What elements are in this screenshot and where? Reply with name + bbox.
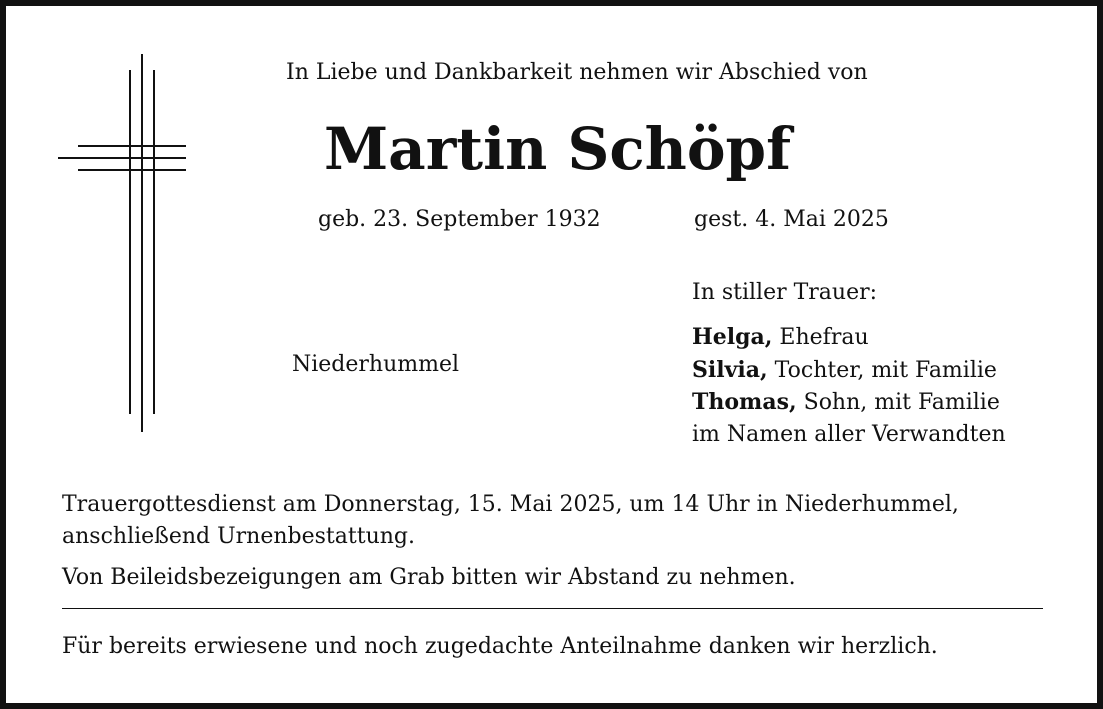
family-member-name: Helga, bbox=[692, 324, 773, 350]
death-date: gest. 4. Mai 2025 bbox=[694, 207, 889, 232]
family-member-relation: Sohn, mit Familie bbox=[796, 390, 1000, 415]
thanks-note: Für bereits erwiesene und noch zugedachte Anteilnahme danken wir herzlich. bbox=[62, 634, 938, 659]
mourning-heading: In stiller Trauer: bbox=[692, 280, 878, 305]
condolence-note: Von Beileidsbezeigungen am Grab bitten wir Abstand zu nehmen. bbox=[62, 565, 796, 590]
birth-date: geb. 23. September 1932 bbox=[318, 207, 601, 232]
intro-text: In Liebe und Dankbarkeit nehmen wir Abschied von bbox=[286, 60, 868, 85]
family-member-name: Thomas, bbox=[692, 389, 797, 415]
relatives-line: im Namen aller Verwandten bbox=[692, 422, 1006, 447]
deceased-name: Martin Schöpf bbox=[323, 115, 792, 183]
family-member bbox=[692, 323, 869, 352]
family-member-relation: Tochter, mit Familie bbox=[767, 358, 997, 383]
service-info: Trauergottesdienst am Donnerstag, 15. Mai 2025, um 14 Uhr in Niederhummel, anschließend Urnenbestattung. bbox=[62, 492, 959, 549]
family-member-relation: Ehefrau bbox=[772, 325, 869, 350]
divider bbox=[62, 608, 1043, 609]
family-member bbox=[692, 356, 997, 385]
place-name: Niederhummel bbox=[292, 352, 460, 377]
family-member bbox=[692, 388, 1000, 417]
cross-icon bbox=[56, 52, 186, 442]
family-member-name: Silvia, bbox=[692, 357, 768, 383]
